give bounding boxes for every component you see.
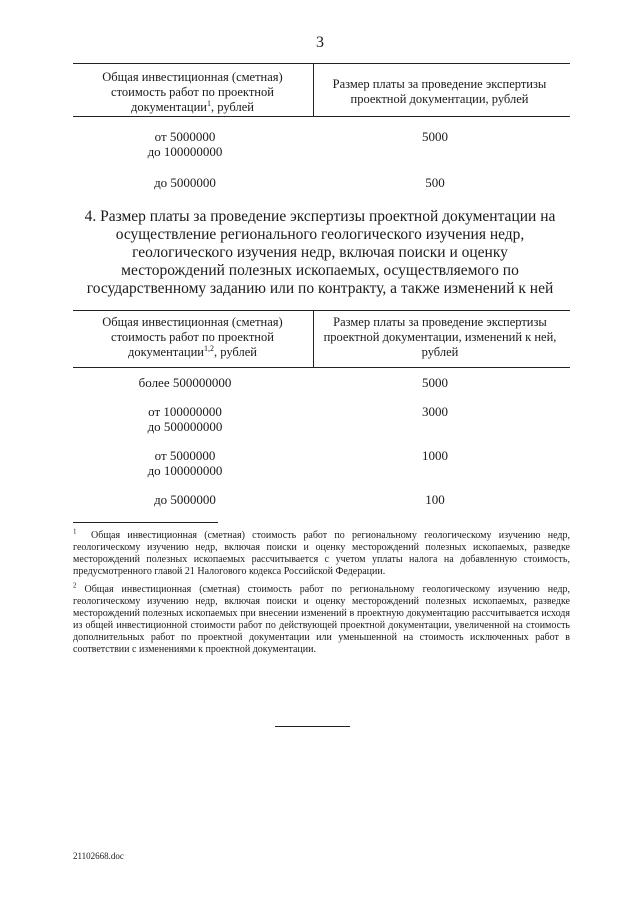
footnote-1-mark: 1 xyxy=(73,527,77,536)
table1-column-divider xyxy=(313,63,314,116)
footnote-2 xyxy=(73,581,571,656)
table2-header-left-line3: документации$^{1,2}$, рублей xyxy=(128,343,257,359)
footnote-1-text: Общая инвестиционная (сметная) стоимость работ по региональному геологическому изучению недр, геологическому изучению недр, включая поиски и оценку месторождений полезных ископаемых, разведке месторождений полезных ископаемых рассчитывается с учетом уплаты налога на добавленную стоимость, предусмотренного главой 21 Налогового кодекса Российской Федерации. xyxy=(73,530,570,577)
table2-header-left-line1: Общая инвестиционная (сметная) xyxy=(102,315,283,329)
table1-header-left xyxy=(80,70,305,115)
footnote-1 xyxy=(73,527,570,578)
table1-row2-fee: 500 xyxy=(425,175,445,190)
table2-row3-fee: 1000 xyxy=(422,448,448,463)
table2-row3-range: от 5000000 до 100000000 xyxy=(147,448,223,478)
footnote-2-mark: 2 xyxy=(73,581,77,590)
table2-row2-range: от 100000000 до 500000000 xyxy=(147,404,223,434)
document-filename: 21102668.doc xyxy=(73,851,124,861)
table1-row1-range: от 5000000 до 100000000 xyxy=(147,129,223,159)
table2-header-left-line2: стоимость работ по проектной xyxy=(111,330,274,344)
table2-top-rule xyxy=(73,310,570,311)
footnote-divider xyxy=(73,522,218,523)
end-of-text-rule xyxy=(275,726,350,727)
page-number: 3 xyxy=(316,34,324,51)
table1-header-left-line3: документации$^1$, рублей xyxy=(131,98,254,114)
table1-footnote-ref: 1 xyxy=(207,98,212,108)
footnote-2-text: Общая инвестиционная (сметная) стоимость работ по региональному геологическому изучению недр, геологическому изучению недр, включая поиски и оценку месторождений полезных ископаемых, разведке месторождений полезных ископаемых при внесении изменений в проектную документацию рассчитывается исходя из общей инвестиционной стоимости работ по действующей проектной документации, увеличенной на стоимость дополнительных работ по проектной документации или уменьшенной на стоимость исключенных работ в соответствии с изменениями к проектной документации. xyxy=(73,584,571,655)
table2-row1-range: более 500000000 xyxy=(138,375,232,390)
table1-row2-range: до 5000000 xyxy=(154,175,216,190)
section-4-title: 4. Размер платы за проведение экспертизы проектной документации на осуществление регионального геологического изучения недр, геологического изучения недр, включая поиски и оценку месторождений полезных ископаемых, осуществляемого по государственному заданию или по контракту, а также изменений к ней xyxy=(84,208,556,297)
table2-row2-fee: 3000 xyxy=(422,404,448,419)
table2-row4-fee: 100 xyxy=(425,492,445,507)
table1-header-right: Размер платы за проведение экспертизы проектной документации, рублей xyxy=(332,77,547,106)
table2-header-bottom-rule xyxy=(73,367,570,368)
table1-header-bottom-rule xyxy=(73,116,570,117)
table1-header-left-line1: Общая инвестиционная (сметная) xyxy=(102,70,283,84)
table1-header-left-line2: стоимость работ по проектной xyxy=(111,85,274,99)
table1-row1-fee: 5000 xyxy=(422,129,448,144)
table2-row1-fee: 5000 xyxy=(422,375,448,390)
table2-row4-range: до 5000000 xyxy=(154,492,216,507)
table2-footnote-ref: 1,2 xyxy=(204,343,215,353)
table2-header-right: Размер платы за проведение экспертизы проектной документации, изменений к ней, рублей xyxy=(323,315,557,359)
table2-column-divider xyxy=(313,310,314,367)
table1-top-rule xyxy=(73,63,570,64)
table2-header-left xyxy=(80,315,305,360)
